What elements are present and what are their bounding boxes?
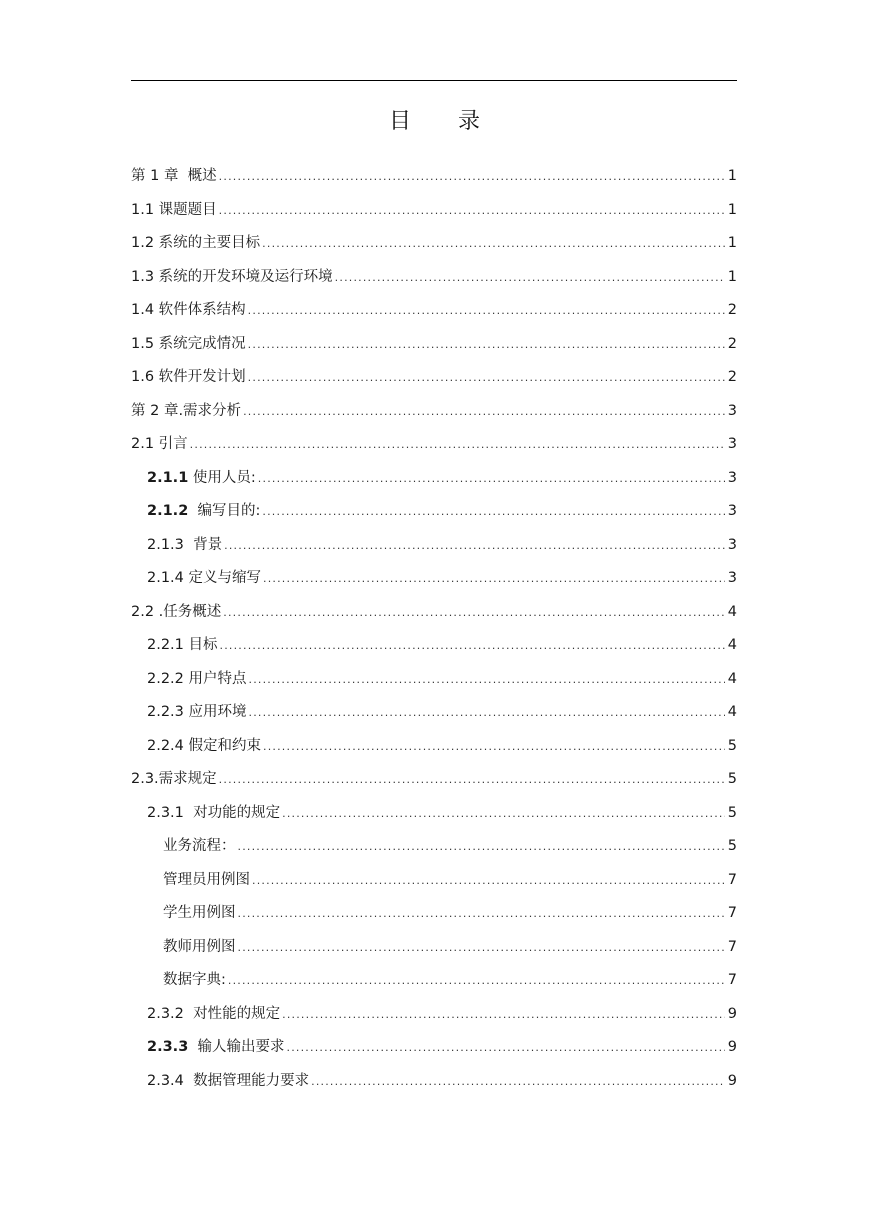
toc-page-number: 3: [727, 570, 737, 586]
toc-leader-dots: [219, 160, 725, 194]
toc-entry-number: 2.1.2: [147, 503, 189, 519]
toc-page-number: 7: [727, 938, 737, 955]
toc-leader-dots: [190, 428, 725, 462]
toc-leader-dots: [287, 1031, 725, 1065]
toc-entry-label: [147, 529, 224, 563]
toc-entry-text: 1.3 系统的开发环境及运行环境: [131, 268, 333, 285]
toc-entry[interactable]: [131, 830, 737, 864]
toc-entry[interactable]: [131, 160, 737, 194]
toc-page-number: 4: [727, 670, 737, 687]
toc-leader-dots: [219, 194, 725, 228]
toc-entry-text: 第 1 章 概述: [131, 168, 217, 184]
toc-entry-label: [147, 629, 220, 663]
toc-entry[interactable]: [131, 629, 737, 663]
toc-entry-label: [131, 763, 219, 797]
toc-entry-text: 1.6 软件开发计划: [131, 369, 246, 385]
toc-entry-label: [131, 294, 248, 328]
toc-entry-text: 2.2.1 目标: [147, 637, 218, 653]
toc-entry-text: 2.2.3 应用环境: [147, 704, 247, 720]
toc-leader-dots: [224, 529, 725, 563]
toc-entry-label: [131, 194, 219, 228]
toc-entry-label: [163, 830, 238, 864]
toc-entry[interactable]: [131, 428, 737, 462]
toc-leader-dots: [228, 964, 725, 998]
toc-page-number: 7: [727, 871, 737, 888]
toc-page-number: 9: [727, 1072, 737, 1089]
toc-entry[interactable]: [131, 261, 737, 295]
toc-entry[interactable]: [131, 596, 737, 630]
toc-entry-text: 使用人员:: [188, 469, 256, 486]
toc-entry-label: [131, 428, 190, 462]
table-of-contents: [131, 160, 737, 1098]
toc-entry[interactable]: [131, 227, 737, 261]
toc-entry[interactable]: [131, 194, 737, 228]
toc-leader-dots: [335, 261, 725, 295]
toc-page-number: 2: [727, 369, 737, 385]
toc-title: 目 录: [389, 109, 500, 134]
toc-entry-text: 1.5 系统完成情况: [131, 335, 246, 352]
toc-entry-label: [131, 227, 262, 261]
toc-leader-dots: [243, 395, 725, 429]
toc-entry-text: 学生用例图: [163, 905, 236, 921]
toc-page-number: 2: [727, 302, 737, 318]
toc-page-number: 7: [727, 972, 737, 988]
toc-entry-text: 2.1 引言: [131, 436, 188, 452]
toc-page-number: 5: [727, 804, 737, 821]
toc-entry-label: [147, 797, 282, 831]
toc-entry-label: [147, 696, 249, 730]
toc-leader-dots: [262, 495, 724, 529]
toc-entry[interactable]: [131, 730, 737, 764]
toc-entry-label: [147, 495, 262, 529]
toc-entry[interactable]: [131, 462, 737, 496]
toc-leader-dots: [238, 931, 725, 965]
toc-page-number: 4: [727, 704, 737, 720]
toc-entry-label: [131, 261, 335, 295]
toc-page-number: 3: [727, 536, 737, 553]
toc-leader-dots: [248, 294, 725, 328]
toc-entry-text: 编写目的:: [188, 503, 261, 519]
toc-leader-dots: [311, 1065, 725, 1099]
toc-page-number: 3: [727, 469, 737, 486]
toc-entry-label: [131, 160, 219, 194]
toc-page-number: 5: [727, 838, 737, 854]
toc-entry[interactable]: [131, 663, 737, 697]
toc-entry-text: 1.2 系统的主要目标: [131, 235, 261, 251]
toc-entry-text: 2.3.2 对性能的规定: [147, 1005, 281, 1022]
toc-leader-dots: [248, 328, 725, 362]
toc-entry[interactable]: [131, 964, 737, 998]
toc-entry[interactable]: [131, 1065, 737, 1099]
toc-entry-label: [131, 395, 243, 429]
toc-entry-label: [131, 596, 223, 630]
toc-entry-text: 2.1.3 背景: [147, 536, 223, 553]
toc-entry[interactable]: [131, 897, 737, 931]
toc-page-number: 5: [727, 737, 737, 754]
toc-entry-text: 业务流程：: [163, 838, 236, 854]
toc-page-number: 5: [727, 771, 737, 787]
toc-entry[interactable]: [131, 763, 737, 797]
toc-entry-text: 2.3.1 对功能的规定: [147, 804, 281, 821]
toc-entry[interactable]: [131, 328, 737, 362]
toc-entry[interactable]: [131, 361, 737, 395]
toc-entry-text: 输人输出要求: [188, 1039, 285, 1055]
toc-entry-label: [147, 1031, 287, 1065]
toc-page-number: 9: [727, 1039, 737, 1055]
toc-entry-text: 第 2 章.需求分析: [131, 402, 242, 419]
toc-page-number: 1: [727, 201, 737, 218]
toc-page-number: 4: [727, 603, 737, 620]
toc-entry-text: 数据字典:: [163, 972, 226, 988]
toc-entry[interactable]: [131, 864, 737, 898]
toc-entry-number: 2.1.1: [147, 469, 189, 486]
toc-page-number: 1: [727, 268, 737, 285]
toc-entry-text: 2.3.需求规定: [131, 771, 217, 787]
toc-page-number: 2: [727, 335, 737, 352]
toc-entry[interactable]: [131, 931, 737, 965]
toc-leader-dots: [263, 562, 725, 596]
toc-entry-text: 1.4 软件体系结构: [131, 302, 246, 318]
toc-entry-label: [163, 964, 228, 998]
toc-entry[interactable]: [131, 797, 737, 831]
toc-page-number: 9: [727, 1005, 737, 1022]
toc-leader-dots: [282, 998, 725, 1032]
toc-leader-dots: [223, 596, 724, 630]
toc-leader-dots: [249, 696, 725, 730]
toc-page-number: 1: [727, 235, 737, 251]
toc-entry-text: 2.3.4 数据管理能力要求: [147, 1072, 310, 1089]
toc-entry[interactable]: [131, 495, 737, 529]
toc-leader-dots: [249, 663, 725, 697]
toc-leader-dots: [238, 830, 725, 864]
toc-leader-dots: [219, 763, 725, 797]
header-rule: [131, 80, 737, 81]
toc-entry-label: [147, 663, 249, 697]
toc-entry[interactable]: [131, 294, 737, 328]
toc-entry[interactable]: [131, 1031, 737, 1065]
toc-entry[interactable]: [131, 395, 737, 429]
toc-entry-label: [147, 730, 263, 764]
toc-page-number: 3: [727, 503, 737, 519]
toc-page-number: 1: [727, 168, 737, 184]
toc-entry-label: [163, 931, 238, 965]
toc-entry-label: [163, 864, 252, 898]
toc-entry-text: 教师用例图: [163, 938, 236, 955]
toc-entry-label: [147, 462, 258, 496]
toc-leader-dots: [262, 227, 725, 261]
toc-entry-text: 2.1.4 定义与缩写: [147, 570, 262, 586]
toc-leader-dots: [252, 864, 725, 898]
toc-entry-text: 2.2.4 假定和约束: [147, 737, 262, 754]
toc-entry[interactable]: [131, 998, 737, 1032]
toc-entry-label: [147, 998, 282, 1032]
toc-entry-text: 2.2.2 用户特点: [147, 670, 247, 687]
toc-page-number: 3: [727, 436, 737, 452]
toc-entry-label: [147, 1065, 311, 1099]
toc-entry[interactable]: [131, 562, 737, 596]
toc-entry-text: 管理员用例图: [163, 871, 250, 888]
toc-entry[interactable]: [131, 529, 737, 563]
toc-entry-number: 2.3.3: [147, 1039, 189, 1055]
toc-entry-label: [131, 361, 248, 395]
toc-entry-label: [147, 562, 263, 596]
toc-page-number: 4: [727, 637, 737, 653]
toc-entry-text: 1.1 课题题目: [131, 201, 217, 218]
toc-leader-dots: [248, 361, 725, 395]
toc-leader-dots: [238, 897, 725, 931]
toc-page-number: 3: [727, 402, 737, 419]
toc-leader-dots: [263, 730, 725, 764]
toc-entry[interactable]: [131, 696, 737, 730]
toc-entry-label: [163, 897, 238, 931]
toc-leader-dots: [258, 462, 725, 496]
toc-entry-label: [131, 328, 248, 362]
toc-page-number: 7: [727, 905, 737, 921]
toc-leader-dots: [282, 797, 725, 831]
toc-entry-text: 2.2 .任务概述: [131, 603, 222, 620]
toc-leader-dots: [220, 629, 725, 663]
